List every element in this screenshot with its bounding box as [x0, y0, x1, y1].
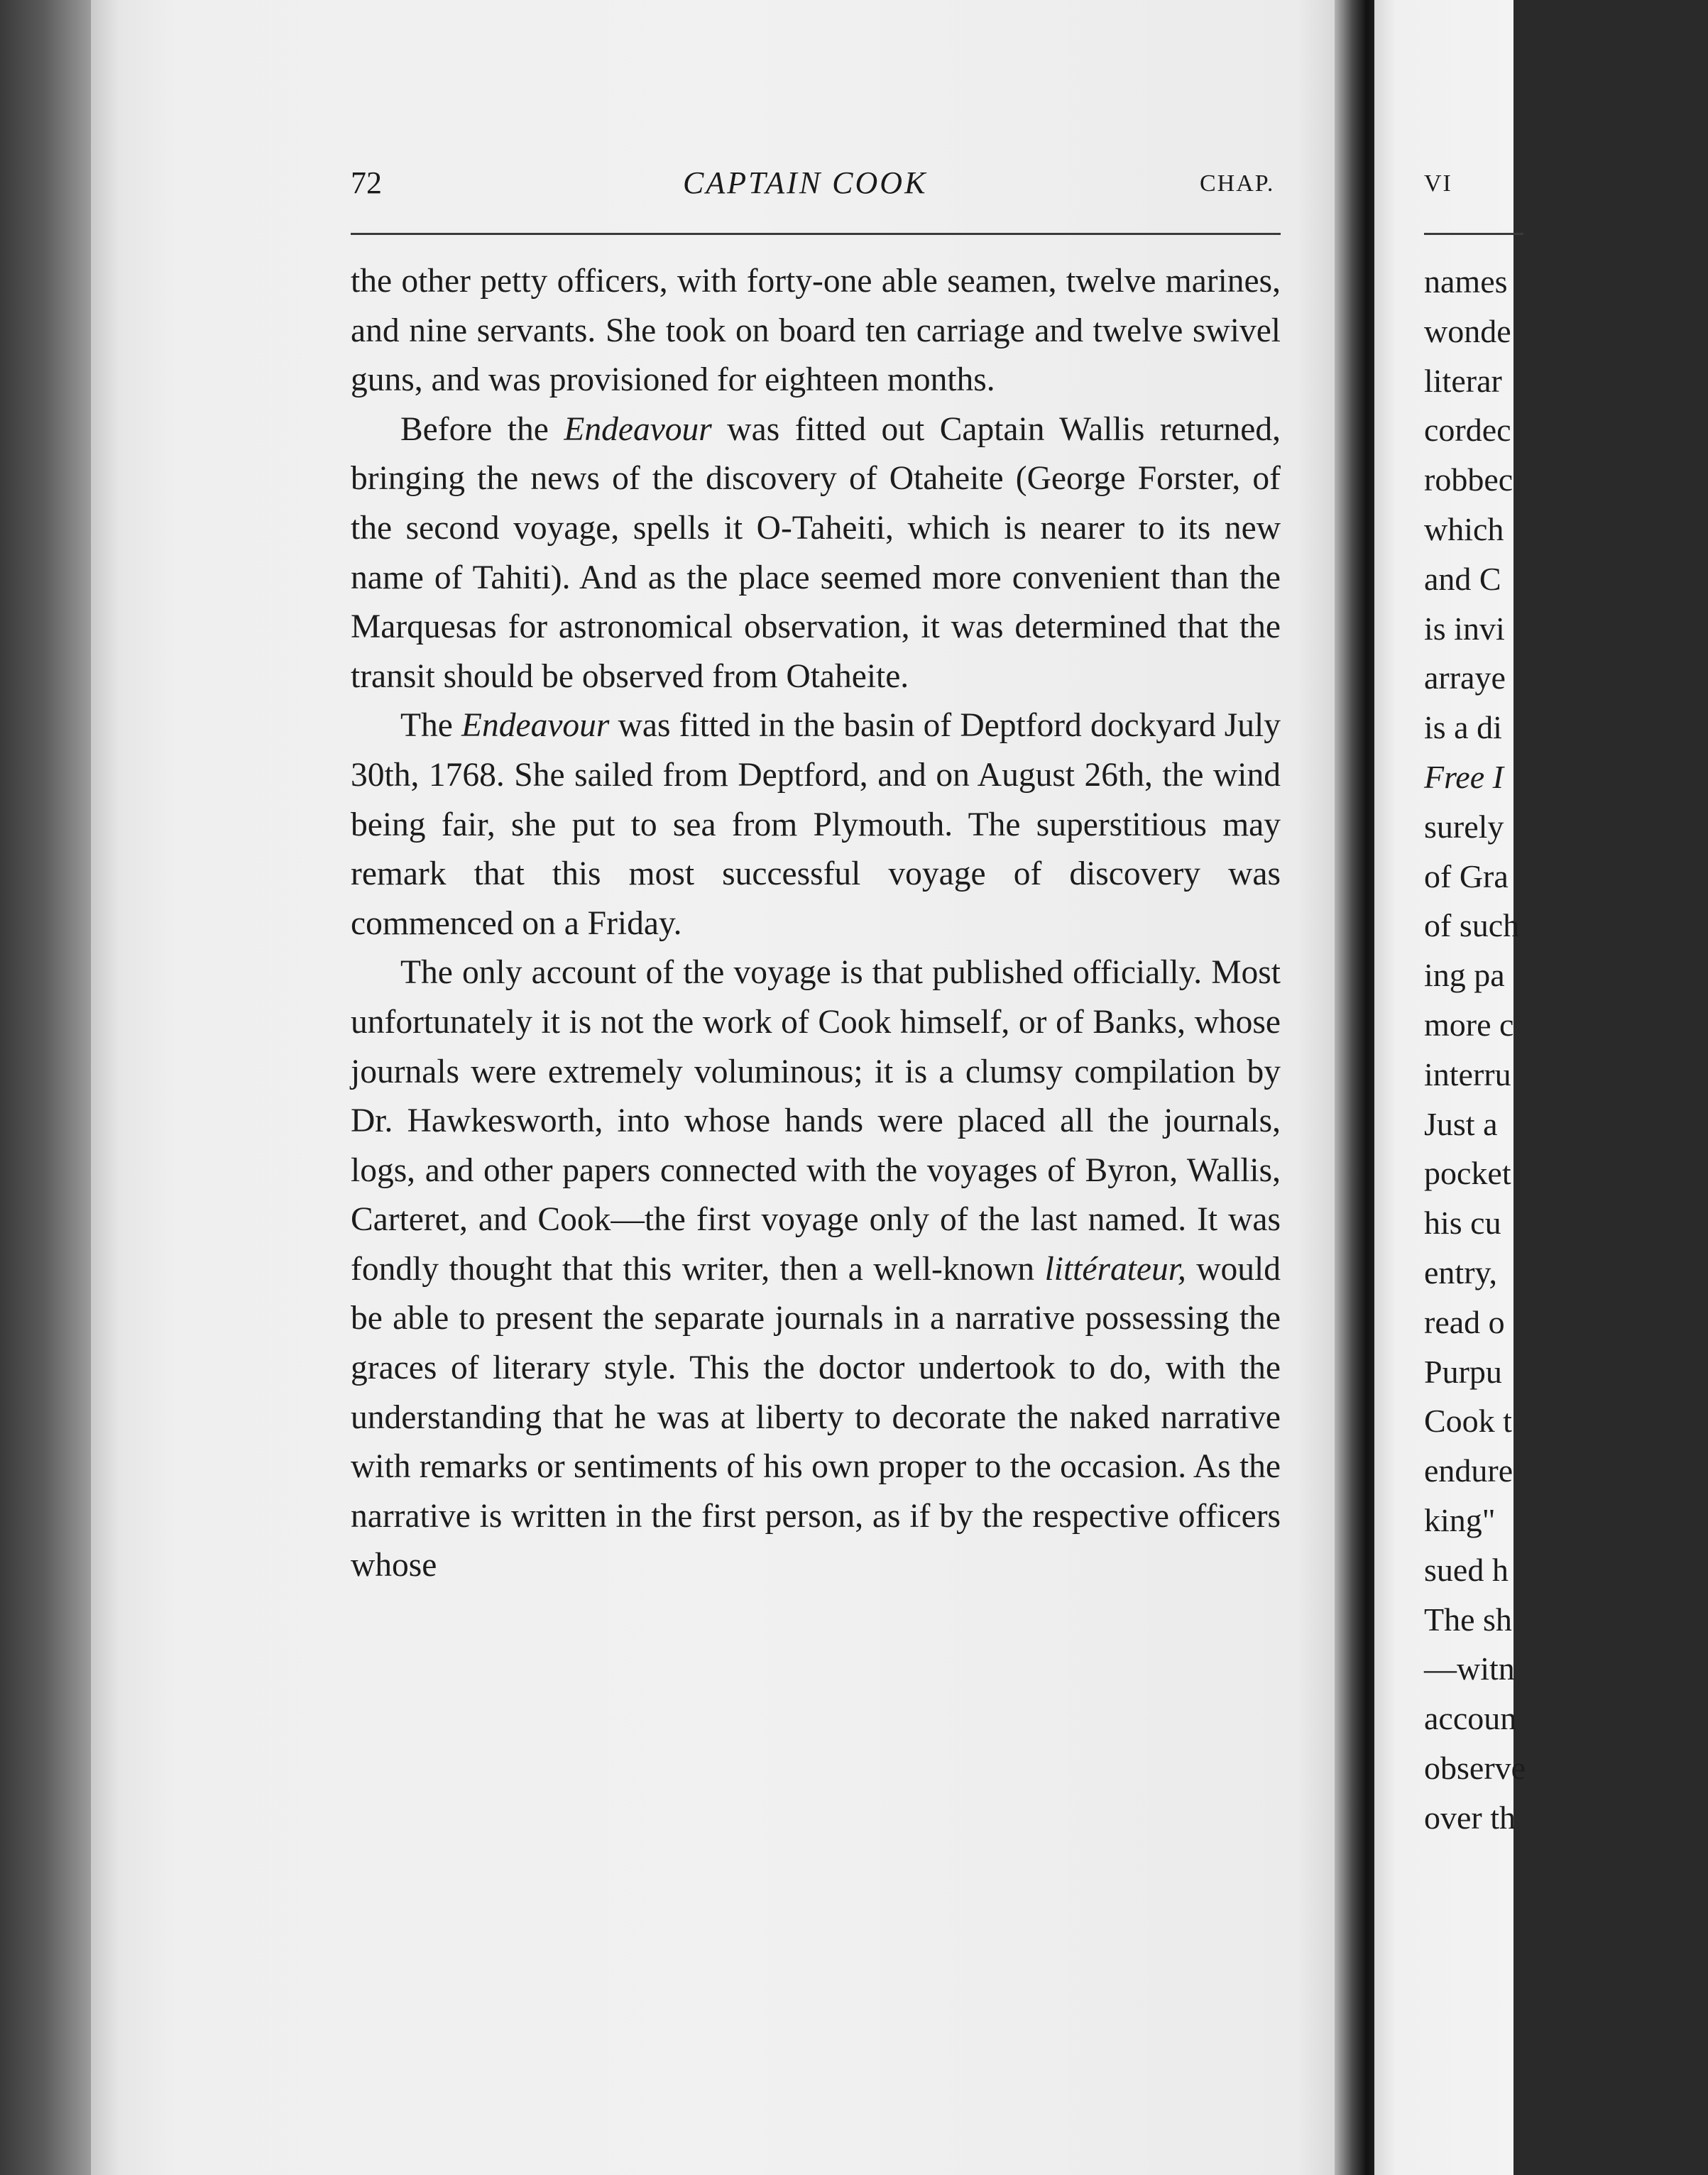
right-page-line: pocket: [1424, 1155, 1511, 1192]
paragraph-3-start: The: [400, 707, 461, 745]
right-page-line: Just a: [1424, 1105, 1498, 1142]
chapter-label: CHAP.: [1200, 170, 1275, 197]
header-rule: [351, 233, 1281, 235]
right-page-line: sued h: [1424, 1551, 1509, 1588]
right-page-line: Purpu: [1424, 1353, 1502, 1390]
paragraph-4-start: The only account of the voyage is that published officially. Most unfortunately it is not the work of Cook himself, or of Banks, whose journals were extremely voluminous; it is a clumsy compilation by Dr. Hawkesworth, into whose hands were placed all the journals, logs, and other papers connected with the voyages of Byron, Wallis, Carteret, and Cook—the first voyage only of the last named. It was fondly thought that this writer, then a well-known: [351, 954, 1281, 1288]
right-header-rule: [1424, 233, 1523, 235]
right-page-line: robbec: [1424, 461, 1513, 498]
ship-name: Endeavour: [564, 410, 712, 448]
right-page-text: [1424, 257, 1708, 1843]
right-page-line: which: [1424, 510, 1504, 547]
right-page-line: The sh: [1424, 1601, 1512, 1638]
right-page-line: wonde: [1424, 312, 1511, 349]
right-page-line: —witn: [1424, 1650, 1515, 1687]
spine-gutter: [1335, 0, 1377, 2175]
ship-name: Endeavour: [461, 707, 610, 745]
italic-word: littérateur,: [1044, 1250, 1186, 1288]
paragraph-2-start: Before the: [400, 410, 564, 448]
right-page-line: literar: [1424, 362, 1502, 399]
right-page-line: ing pa: [1424, 957, 1505, 994]
paragraph-3-rest: was fitted in the basin of Deptford dockyard July 30th, 1768. She sailed from Deptford, and on August 26th, the wind being fair, she put to sea from Plymouth. The superstitious may remark that this most successful voyage of discovery was commenced on a Friday.: [351, 707, 1281, 942]
right-page-line: over th: [1424, 1799, 1516, 1836]
paragraph-4: [351, 948, 1281, 1591]
right-page-line: his cu: [1424, 1205, 1501, 1242]
right-page-line: of such: [1424, 907, 1520, 944]
right-page-line: Cook t: [1424, 1403, 1512, 1440]
paragraph-2: [351, 405, 1281, 702]
right-page-line: names: [1424, 263, 1508, 300]
right-page-line: king": [1424, 1501, 1496, 1538]
page-number: 72: [351, 165, 382, 200]
right-page-line: is a di: [1424, 709, 1502, 746]
right-page-line: observe: [1424, 1749, 1526, 1786]
right-page-line: endure: [1424, 1452, 1513, 1489]
right-page-line: of Gra: [1424, 858, 1509, 894]
paragraph-1: the other petty officers, with forty-one able seamen, twelve marines, and nine servants. She took on board ten carriage and twelve swivel guns, and was provisioned for eighteen months.: [351, 263, 1281, 399]
right-page-line: accoun: [1424, 1700, 1517, 1737]
right-page-line: and C: [1424, 560, 1501, 597]
right-page-line: is invi: [1424, 610, 1505, 647]
right-page-line: entry,: [1424, 1254, 1498, 1291]
right-page: [1374, 0, 1526, 2175]
paragraph-2-rest: was fitted out Captain Wallis returned, bringing the news of the discovery of Otaheite (George Forster, of the second voyage, spells it O-Taheiti, which is nearer to its new name of Tahiti). And as the place seemed more convenient than the Marquesas for astronomical observation, it was determined that the transit should be observed from Otaheite.: [351, 410, 1281, 695]
right-page-line: cordec: [1424, 412, 1511, 449]
right-page-line: surely: [1424, 808, 1504, 845]
paragraph-3: [351, 701, 1281, 948]
right-page-line: Free I: [1424, 758, 1504, 795]
right-chapter-label: VI: [1424, 170, 1452, 197]
running-title: CAPTAIN COOK: [683, 165, 928, 200]
right-page-line: more c: [1424, 1006, 1514, 1043]
right-page-line: arraye: [1424, 659, 1506, 696]
right-page-line: read o: [1424, 1303, 1505, 1340]
paragraph-4-rest: would be able to present the separate journals in a narrative possessing the graces of literary style. This the doctor undertook to do, with the understanding that he was at liberty to decorate the naked narrative with remarks or sentiments of his own proper to the occasion. As the narrative is written in the first person, as if by the respective officers whose: [351, 1250, 1281, 1584]
right-page-line: interru: [1424, 1056, 1511, 1092]
body-text: [351, 257, 1281, 1591]
